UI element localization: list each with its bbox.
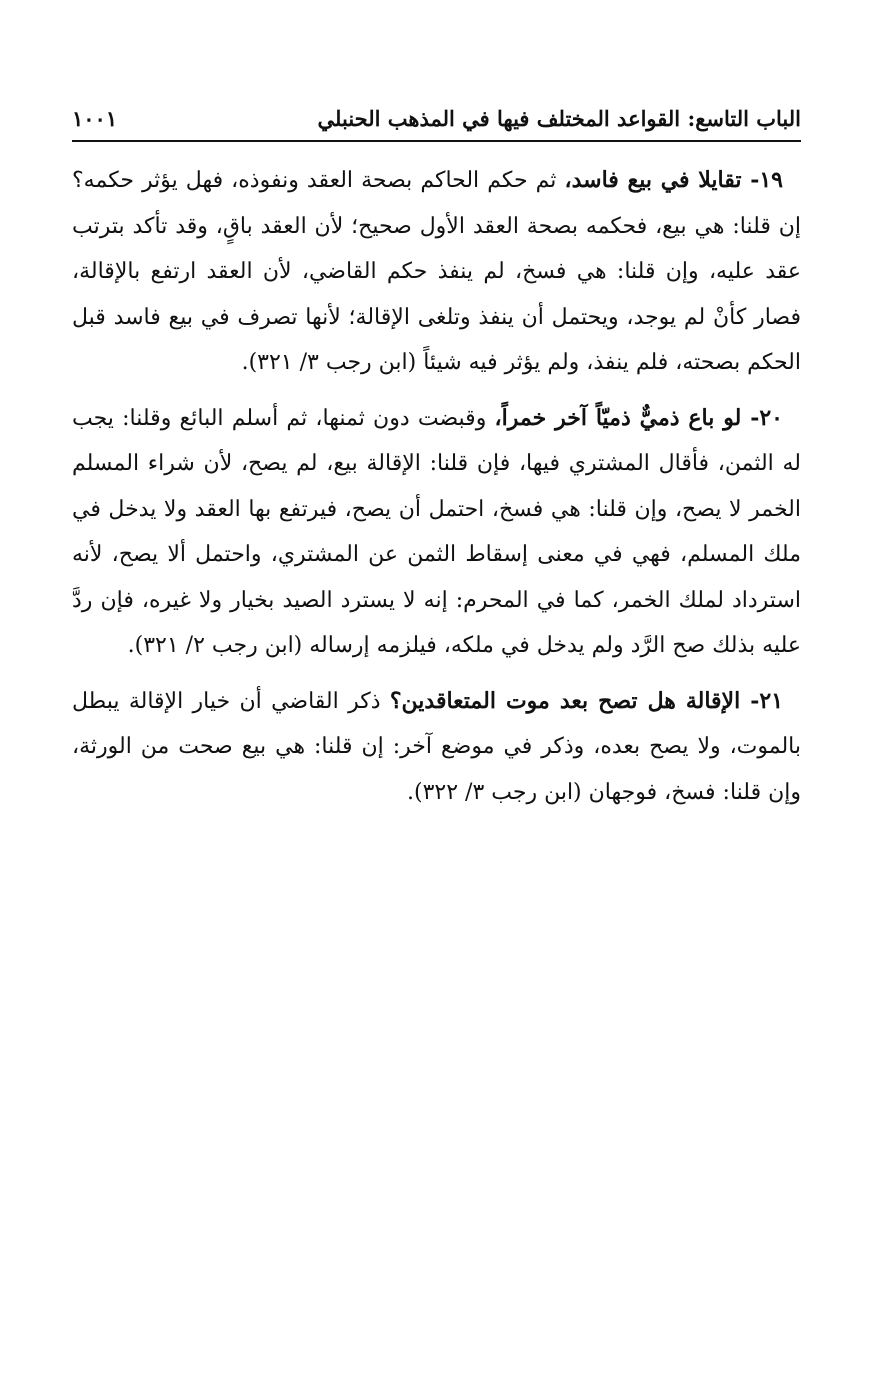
paragraph-21 [72,679,801,816]
chapter-title: الباب التاسع: القواعد المختلف فيها في المذهب الحنبلي [317,105,801,131]
paragraph-21-text: ذكر القاضي أن خيار الإقالة يبطل بالموت، ولا يصح بعده، وذكر في موضع آخر: إن قلنا: هي بيع صحت من الورثة، وإن قلنا: فسخ، فوجهان (ابن رجب ٣/ ٣٢٢). [72,688,801,805]
paragraph-20-text: وقبضت دون ثمنها، ثم أسلم البائع وقلنا: يجب له الثمن، فأقال المشتري فيها، فإن قلنا: الإقالة بيع، لم يصح، لأن شراء المسلم الخمر لا يصح، وإن قلنا: هي فسخ، احتمل أن يصح، فيرتفع بها العقد ولا يدخل في ملك المسلم، فهي في معنى إسقاط الثمن عن المشتري، واحتمل ألا يصح، لأنه استرداد لملك الخمر، كما في المحرم: إنه لا يسترد الصيد بخيار ولا غيره، فإن ردَّ عليه بذلك صح الرَّد ولم يدخل في ملكه، فيلزمه إرساله (ابن رجب ٢/ ٣٢١). [72,405,801,658]
paragraph-19 [72,158,801,386]
paragraph-21-heading: ٢١- الإقالة هل تصح بعد موت المتعاقدين؟ [389,687,784,714]
paragraph-20-heading: ٢٠- لو باع ذميٌّ ذميّاً آخر خمراً، [494,404,783,431]
paragraph-20 [72,396,801,669]
paragraph-19-text: ثم حكم الحاكم بصحة العقد ونفوذه، فهل يؤثر حكمه؟ إن قلنا: هي بيع، فحكمه بصحة العقد الأول صحيح؛ لأن العقد باقٍ، وقد تأكد بترتب عقد عليه، وإن قلنا: هي فسخ، لم ينفذ حكم القاضي، لأن العقد ارتفع بالإقالة، فصار كأنْ لم يوجد، ويحتمل أن ينفذ وتلغى الإقالة؛ لأنها تصرف في بيع فاسد قبل الحكم بصحته، فلم ينفذ، ولم يؤثر فيه شيئاً (ابن رجب ٣/ ٣٢١). [72,168,802,375]
paragraph-19-heading: ١٩- تقايلا في بيع فاسد، [564,167,783,193]
header-divider [72,140,801,142]
page-number: ١٠٠١ [72,105,118,131]
page-body [72,158,801,825]
running-header [72,100,801,136]
